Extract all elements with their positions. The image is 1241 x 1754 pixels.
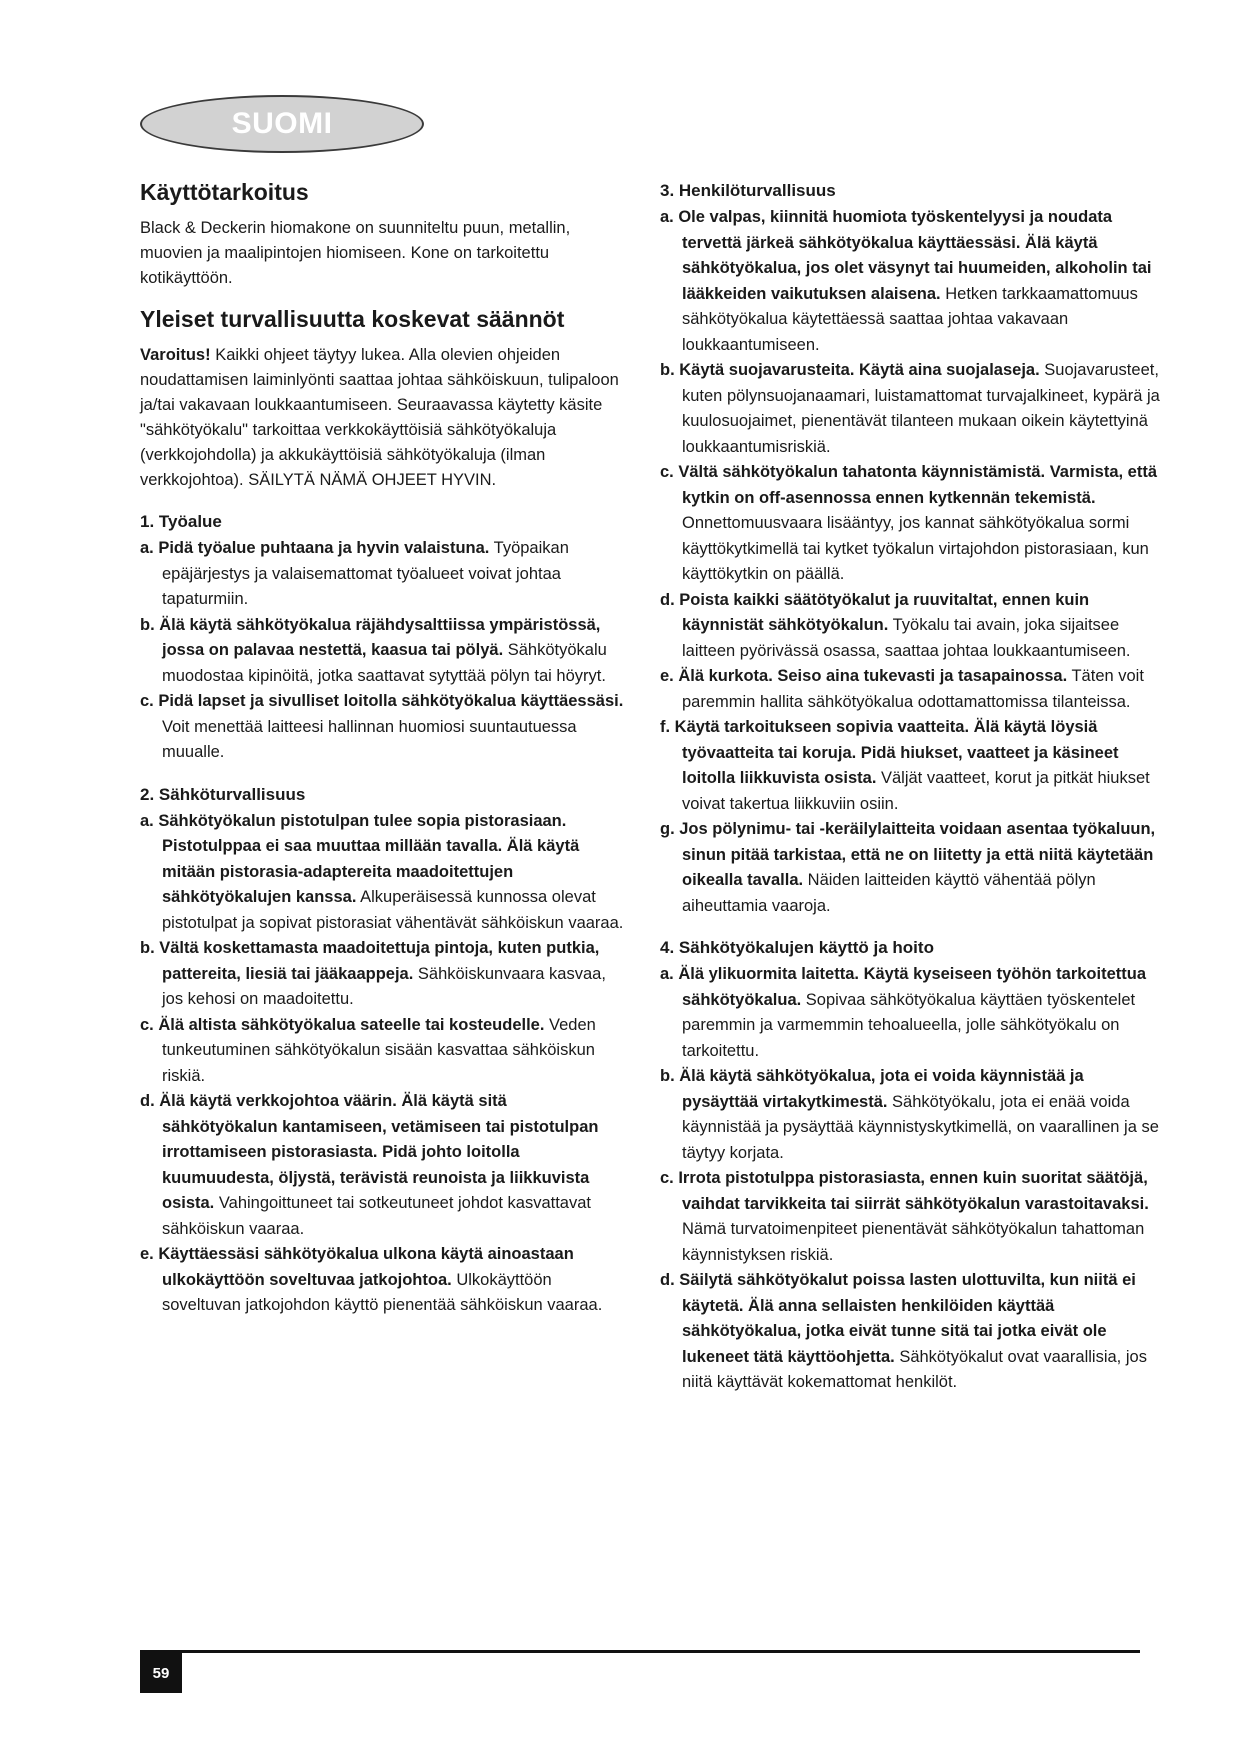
list-item: d. Poista kaikki säätötyökalut ja ruuvitaltat, ennen kuin käynnistät sähkötyökalun. Työkalu tai avain, joka sijaitsee laitteen pyörivässä osassa, saattaa johtaa loukkaantumiseen.: [660, 590, 1131, 660]
tool-use-care-heading: 4. Sähkötyökalujen käyttö ja hoito: [660, 938, 934, 957]
electrical-safety-heading: 2. Sähköturvallisuus: [140, 784, 306, 804]
list-item: e. Älä kurkota. Seiso aina tukevasti ja tasapainossa. Täten voit paremmin hallita sähkötyökalua odottamattomissa tilanteissa.: [660, 667, 1144, 711]
left-column: [140, 178, 625, 1319]
list-item: c. Älä altista sähkötyökalua sateelle tai kosteudelle. Veden tunkeutuminen sähkötyökalun sisään kasvattaa sähköiskun riskiä.: [140, 1015, 596, 1085]
list-item: a. Pidä työalue puhtaana ja hyvin valaistuna. Työpaikan epäjärjestys ja valaisemattomat työalueet voivat johtaa tapaturmiin.: [140, 539, 569, 608]
list-item: g. Jos pölynimu- tai -keräilylaitteita voidaan asentaa työkaluun, sinun pitää tarkistaa, että ne on liitetty ja että niitä käytetään oikealla tavalla. Näiden laitteiden käyttö vähentää pölyn aiheuttamia vaaroja.: [660, 820, 1156, 915]
footer-divider: [140, 1650, 1140, 1653]
safety-rules-heading: Yleiset turvallisuutta koskevat säännöt: [140, 306, 565, 332]
list-item: b. Käytä suojavarusteita. Käytä aina suojalaseja. Suojavarusteet, kuten pölynsuojanaamari, luistamattomat turvajalkineet, kypärä ja kuulosuojaimet, pienentävät tilanteen mukaan oikein käytettyinä loukkaantumisriskiä.: [660, 361, 1160, 456]
list-item: d. Älä käytä verkkojohtoa väärin. Älä käytä sitä sähkötyökalun kantamiseen, vetämiseen tai pistotulpan irrottamiseen pistorasiasta. Pidä johto loitolla kuumuudesta, öljystä, terävistä reunoista ja liikkuvista osista. Vahingoittuneet tai sotkeutuneet johdot kasvattavat sähköiskun vaaraa.: [140, 1092, 599, 1238]
language-label: SUOMI: [231, 107, 333, 140]
warning-text: Kaikki ohjeet täytyy lukea. Alla olevien ohjeiden noudattamisen laiminlyönti saattaa johtaa sähköiskuun, tulipaloon ja/tai vakavaan loukkaantumiseen. Seuraavassa käytetty käsite "sähkötyökalu" tarkoittaa verkkokäyttöisiä sähkötyökaluja (verkkojohdolla) ja akkukäyttöisiä sähkötyökaluja (ilman verkkojohtoa). SÄILYTÄ NÄMÄ OHJEET HYVIN.: [140, 346, 619, 489]
language-tab: [140, 95, 424, 153]
list-item: b. Älä käytä sähkötyökalua, jota ei voida käynnistää ja pysäyttää virtakytkimestä. Sähkötyökalu, jota ei enää voida käynnistää ja pysäyttää käynnistyskytkimellä, on vaarallinen ja se täytyy korjata.: [660, 1067, 1159, 1162]
warning-label: Varoitus!: [140, 346, 211, 364]
list-item: a. Älä ylikuormita laitetta. Käytä kyseiseen työhön tarkoitettua sähkötyökalua. Sopivaa sähkötyökalua käyttäen työskentelet paremmin ja varmemmin tehoalueella, jolle sähkötyökalu on tarkoitettu.: [660, 965, 1146, 1060]
intended-use-heading: Käyttötarkoitus: [140, 179, 309, 205]
list-item: c. Vältä sähkötyökalun tahatonta käynnistämistä. Varmista, että kytkin on off-asennossa ennen kytkennän tekemistä. Onnettomuusvaara lisääntyy, jos kannat sähkötyökalua sormi käyttökytkimellä tai kytket työkalun virtajohdon pistorasiaan, kun käyttökytkin on päällä.: [660, 463, 1158, 583]
page-number: 59: [140, 1653, 182, 1693]
list-item: a. Ole valpas, kiinnitä huomiota työskentelyysi ja noudata tervettä järkeä sähkötyökalua käyttäessäsi. Älä käytä sähkötyökalua, jos olet väsynyt tai huumeiden, alkoholin tai lääkkeiden vaikutuksen alaisena. Hetken tarkkaamattomuus sähkötyökalua käytettäessä saattaa johtaa vakavaan loukkaantumiseen.: [660, 208, 1152, 354]
list-item: d. Säilytä sähkötyökalut poissa lasten ulottuvilta, kun niitä ei käytetä. Älä anna sellaisten henkilöiden käyttää sähkötyökalua, jotka eivät tunne sitä tai jotka eivät ole lukeneet tätä käyttöohjetta. Sähkötyökalut ovat vaarallisia, jos niitä käyttävät kokemattomat henkilöt.: [660, 1271, 1147, 1391]
list-item: b. Vältä koskettamasta maadoitettuja pintoja, kuten putkia, pattereita, liesiä tai jääkaappeja. Sähköiskunvaara kasvaa, jos kehosi on maadoitettu.: [140, 939, 606, 1008]
personal-safety-heading: 3. Henkilöturvallisuus: [660, 181, 836, 200]
right-column: [660, 178, 1160, 1396]
list-item: a. Sähkötyökalun pistotulpan tulee sopia pistorasiaan. Pistotulppaa ei saa muuttaa millään tavalla. Älä käytä mitään pistorasia-adaptereita maadoitettujen sähkötyökalujen kanssa. Alkuperäisessä kunnossa olevat pistotulpat ja sopivat pistorasiat vähentävät sähköiskun vaaraa.: [140, 811, 624, 932]
intended-use-text: Black & Deckerin hiomakone on suunniteltu puun, metallin, muovien ja maalipintojen hiomiseen. Kone on tarkoitettu kotikäyttöön.: [140, 219, 571, 287]
warning-paragraph: [140, 343, 625, 493]
list-item: b. Älä käytä sähkötyökalua räjähdysalttiissa ympäristössä, jossa on palavaa nestettä, kaasua tai pölyä. Sähkötyökalu muodostaa kipinöitä, jotka saattavat sytyttää pölyn tai höyryt.: [140, 615, 607, 685]
list-item: e. Käyttäessäsi sähkötyökalua ulkona käytä ainoastaan ulkokäyttöön soveltuvaa jatkojohtoa. Ulkokäyttöön soveltuvan jatkojohdon käyttö pienentää sähköiskun vaaraa.: [140, 1245, 603, 1314]
work-area-heading: 1. Työalue: [140, 512, 222, 531]
list-item: c. Irrota pistotulppa pistorasiasta, ennen kuin suoritat säätöjä, vaihdat tarvikkeita tai siirrät sähkötyökalun varastoitavaksi. Nämä turvatoimenpiteet pienentävät sähkötyökalun tahattoman käynnistyksen riskiä.: [660, 1169, 1149, 1264]
list-item: c. Pidä lapset ja sivulliset loitolla sähkötyökalua käyttäessäsi. Voit menettää laitteesi hallinnan huomiosi suuntautuessa muualle.: [140, 692, 624, 761]
list-item: f. Käytä tarkoitukseen sopivia vaatteita. Älä käytä löysiä työvaatteita tai koruja. Pidä hiukset, vaatteet ja käsineet loitolla liikkuvista osista. Väljät vaatteet, korut ja pitkät hiukset voivat takertua liikkuviin osiin.: [660, 718, 1150, 813]
